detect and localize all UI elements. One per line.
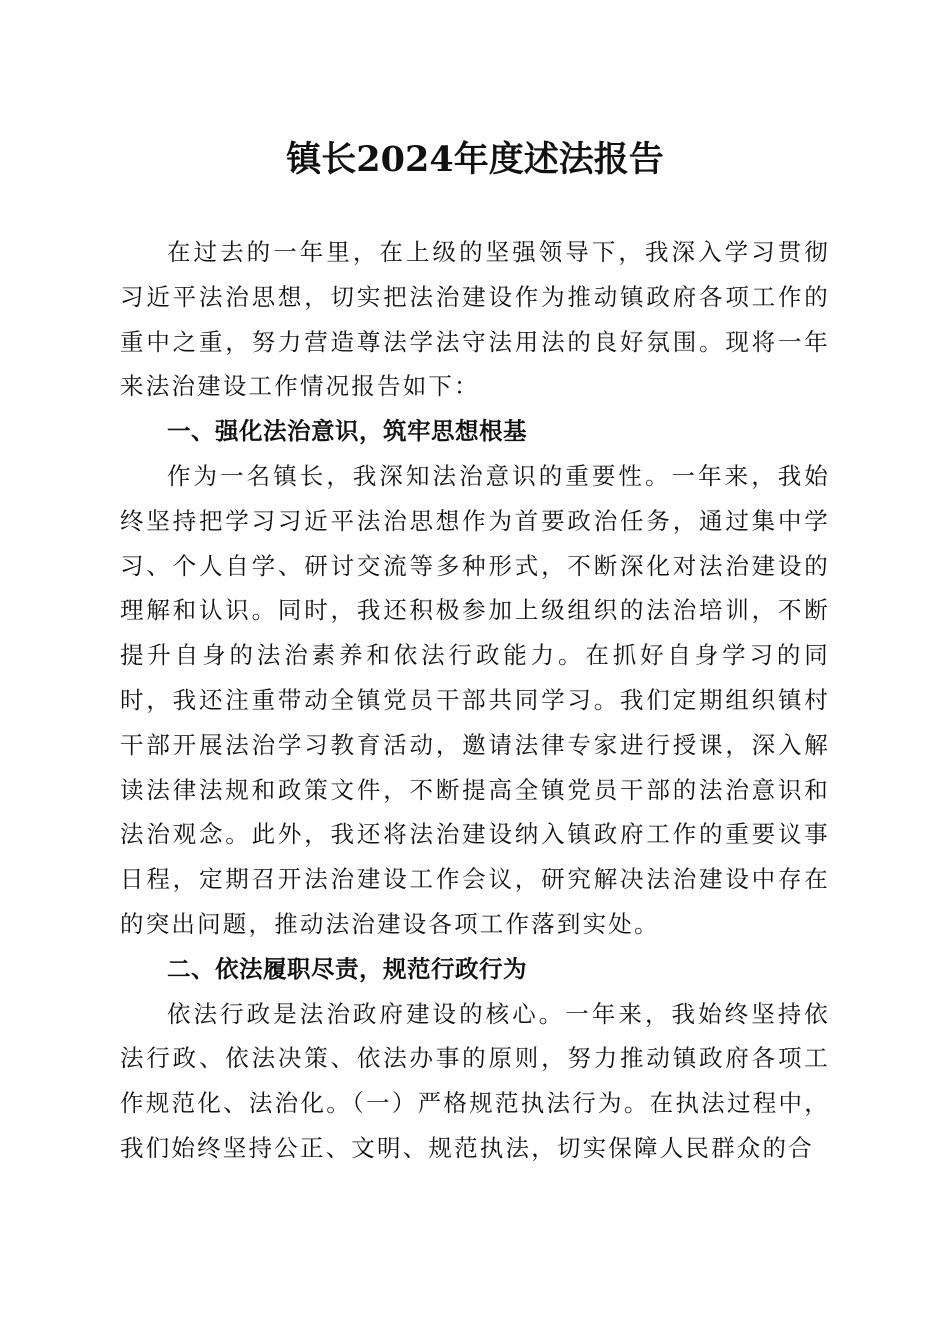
- intro-paragraph: 在过去的一年里，在上级的坚强领导下，我深入学习贯彻习近平法治思想，切实把法治建设作为推动镇政府各项工作的重中之重，努力营造尊法学法守法用法的良好氛围。现将一年来法治建设工作情况报告如下：: [120, 238, 830, 401]
- section-2-heading: 二、依法履职尽责，规范行政行为: [167, 954, 527, 983]
- section-1-heading: 一、强化法治意识，筑牢思想根基: [167, 417, 527, 446]
- section-2-paragraph: 依法行政是法治政府建设的核心。一年来，我始终坚持依法行政、依法决策、依法办事的原则，努力推动镇政府各项工作规范化、法治化。（一）严格规范执法行为。在执法过程中，我们始终坚持公正、文明、规范执法，切实保障人民群众的合: [120, 999, 830, 1162]
- section-1-paragraph: 作为一名镇长，我深知法治意识的重要性。一年来，我始终坚持把学习习近平法治思想作为首要政治任务，通过集中学习、个人自学、研讨交流等多种形式，不断深化对法治建设的理解和认识。同时，我还积极参加上级组织的法治培训，不断提升自身的法治素养和依法行政能力。在抓好自身学习的同时，我还注重带动全镇党员干部共同学习。我们定期组织镇村干部开展法治学习教育活动，邀请法律专家进行授课，深入解读法律法规和政策文件，不断提高全镇党员干部的法治意识和法治观念。此外，我还将法治建设纳入镇政府工作的重要议事日程，定期召开法治建设工作会议，研究解决法治建设中存在的突出问题，推动法治建设各项工作落到实处。: [120, 461, 830, 938]
- document-body: [120, 230, 830, 1171]
- document-title: 镇长2024年度述法报告: [286, 139, 664, 180]
